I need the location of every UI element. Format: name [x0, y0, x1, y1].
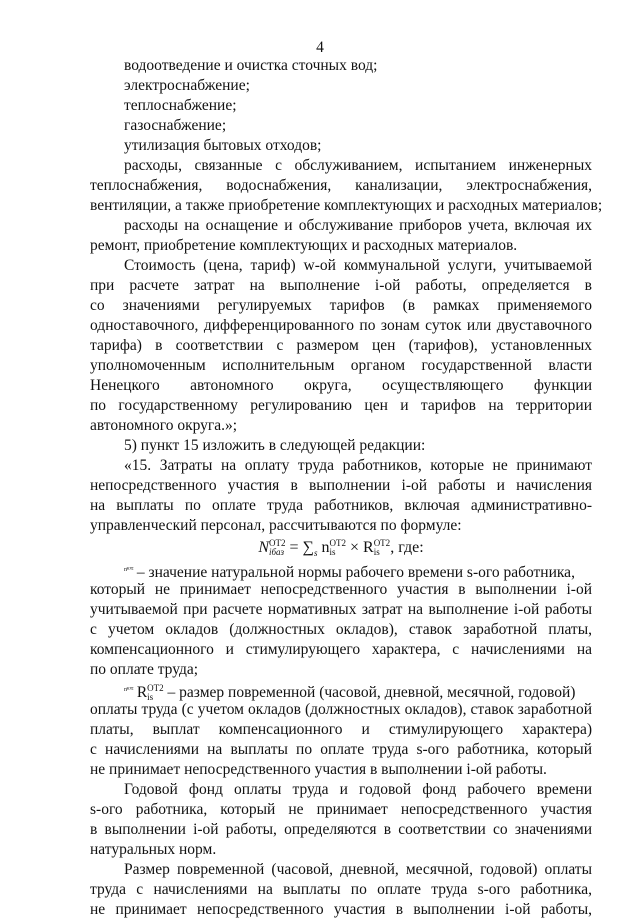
text-line: Ненецкого автономного округа, осуществляющего функции	[90, 377, 592, 394]
text-line: при расчете затрат на выполнение i-ой работы, определяется в	[90, 277, 592, 294]
definition-line: не принимает непосредственного участия в выполнении i-ой работы.	[90, 761, 547, 778]
definition-symbol-n-small: nᴵˢᴼᵀ²	[124, 687, 133, 693]
formula-r-sub: is	[373, 547, 380, 557]
text-line: s-ого работника, который не принимает непосредственного участия	[90, 801, 592, 818]
text-line: натуральных норм.	[90, 841, 217, 858]
formula-r: R	[363, 539, 374, 556]
definition-line: оплаты труда (с учетом окладов (должностных окладов), ставок заработной	[90, 701, 592, 718]
document-body	[90, 56, 603, 920]
formula-r-sup: ОТ2	[373, 538, 391, 548]
formula-tail: , где:	[390, 539, 424, 556]
formula-n-sub: is	[329, 547, 336, 557]
text-line: непосредственного участия в выполнении i-ой работы и начисления	[90, 477, 592, 494]
text-line: управленческий персонал, рассчитываются по формуле:	[90, 517, 462, 534]
definition-line: по оплате труда;	[90, 661, 199, 678]
text-line: 5) пункт 15 изложить в следующей редакции:	[124, 437, 426, 454]
definition-line: $^{nᴵˢᴼᵀ^2}$ – значение натуральной нормы рабочего времени s-ого работника,	[124, 564, 575, 581]
formula	[90, 536, 592, 560]
definition-symbol-n: nᴵˢᴼᵀ²	[124, 567, 133, 573]
text-line: газоснабжение;	[124, 117, 227, 134]
formula-lhs: N	[258, 539, 270, 556]
text-line: одноставочного, дифференцированного по зонам суток или двуставочного	[90, 317, 592, 334]
text-line: в выполнении i-ой работы, определяются в соответствии со значениями	[90, 821, 592, 838]
text-line: теплоснабжение;	[124, 97, 237, 114]
text-line: по государственному регулированию цен и тарифов на территории	[90, 397, 592, 414]
formula-times: ×	[345, 539, 364, 556]
text-line: утилизация бытовых отходов;	[124, 137, 322, 154]
text-line: автономного округа.»;	[90, 417, 238, 434]
formula-lhs-sub: iбаз	[269, 547, 285, 557]
text-line: Годовой фонд оплаты труда и годовой фонд рабочего времени	[124, 781, 592, 798]
definition-line: учитываемой при расчете нормативных затрат на выполнение i-ой работы	[90, 601, 592, 618]
definition-line: с учетом окладов (должностных окладов), ставок заработной платы,	[90, 621, 592, 638]
text-line: расходы на оснащение и обслуживание приборов учета, включая их	[124, 217, 592, 234]
text-line: на выплаты по оплате труда работников, включая административно-	[90, 497, 592, 514]
text-line: труда с начислениями на выплаты по оплате труда s-ого работника,	[90, 881, 592, 898]
text-line: со значениями регулируемых тарифов (в рамках применяемого	[90, 297, 592, 314]
definition-line: компенсационного и стимулирующего характера, с начислениями на	[90, 641, 592, 658]
text-line: не принимает непосредственного участия в выполнении i-ой работы,	[90, 901, 592, 918]
text-line: уполномоченным исполнительным органом государственной власти	[90, 357, 592, 374]
text-line: водоотведение и очистка сточных вод;	[124, 57, 378, 74]
text-line: тарифа) в соответствии с размером цен (тарифов), установленных	[90, 337, 592, 354]
text-line: ремонт, приобретение комплектующих и расходных материалов.	[90, 237, 518, 254]
text-line: Размер повременной (часовой, дневной, месячной, годовой) оплаты	[124, 861, 592, 878]
text-line: «15. Затраты на оплату труда работников, которые не принимают	[124, 457, 592, 474]
definition-line: с начислениями на выплаты по оплате труда s-ого работника, который	[90, 741, 592, 758]
formula-n-sup: ОТ2	[329, 538, 346, 548]
text-line: расходы, связанные с обслуживанием, испытанием инженерных	[124, 157, 592, 174]
formula-eq: =	[285, 539, 303, 556]
definition-line: платы, выплат компенсационного и стимулирующего характера)	[90, 721, 592, 738]
text-line: теплоснабжения, водоснабжения, канализации, электроснабжения,	[90, 177, 592, 194]
text-line: вентиляции, а также приобретение комплектующих и расходных материалов;	[90, 197, 603, 214]
formula-sum-sub: s	[313, 548, 318, 558]
definition-line: который не принимает непосредственного участия в выполнении i-ой	[90, 581, 592, 598]
text-line: электроснабжение;	[124, 77, 250, 94]
page-number: 4	[316, 39, 324, 56]
formula-lhs-sup: ОТ2	[269, 538, 286, 548]
formula-n: n	[321, 539, 330, 556]
text-line: Стоимость (цена, тариф) w-ой коммунальной услуги, учитываемой	[124, 257, 592, 274]
definition-line: $^{nᴵˢᴼᵀ^2}$ RОТ2 is – размер повременной (часовой, дневной, месячной, годовой)	[124, 683, 576, 702]
formula-sum: ∑	[302, 539, 314, 556]
definition-symbol-r: R	[136, 684, 148, 701]
